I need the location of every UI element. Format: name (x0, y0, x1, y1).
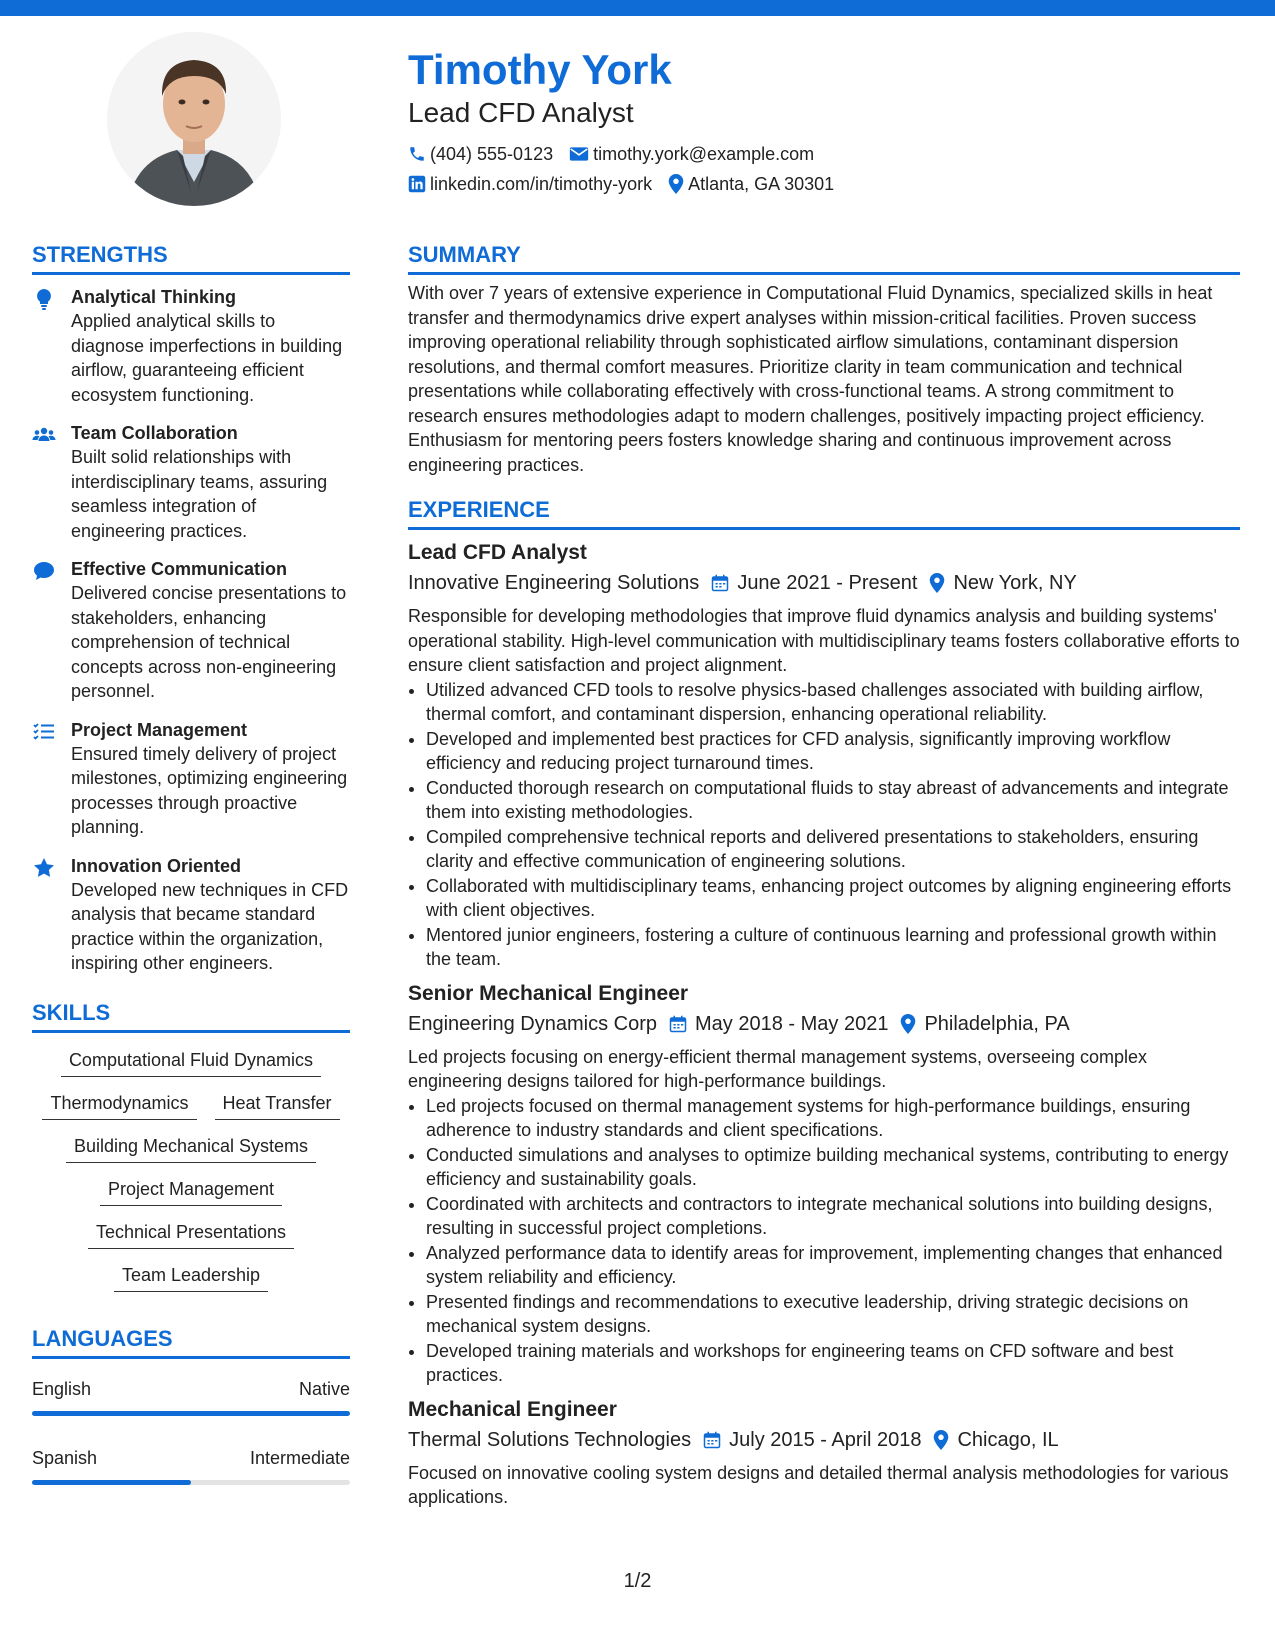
strength-item (32, 285, 350, 407)
skill-tag: Thermodynamics (42, 1090, 196, 1120)
job-entry (408, 979, 1240, 1387)
experience-heading: EXPERIENCE (408, 495, 1240, 530)
calendar-icon (711, 574, 729, 592)
strength-desc: Built solid relationships with interdisciplinary teams, assuring seamless integration of engineering practices. (71, 447, 328, 541)
chat-bubble-icon (32, 559, 56, 583)
calendar-icon (669, 1015, 687, 1033)
bullet-item: • Analyzed performance data to identify areas for improvement, implementing changes that enhanced system reliability and efficiency. (426, 1241, 1240, 1289)
job-company (408, 1425, 691, 1455)
linkedin-item[interactable] (408, 172, 652, 196)
job-bullets (408, 678, 1240, 971)
email-icon (569, 146, 589, 162)
bullet-item: • Led projects focused on thermal management systems for high-performance buildings, ensuring adherence to industry standards and client specifications. (426, 1094, 1240, 1142)
skill-tag: Technical Presentations (88, 1219, 294, 1249)
skills-list (32, 1047, 350, 1292)
phone-item (408, 142, 553, 166)
skill-tag: Heat Transfer (215, 1090, 340, 1120)
candidate-role: Lead CFD Analyst (408, 97, 634, 128)
language-name: English (32, 1378, 92, 1399)
strength-desc: Delivered concise presentations to stakeholders, enhancing comprehension of technical concepts across non-engineering personnel. (71, 583, 347, 701)
map-pin-icon (929, 573, 945, 593)
job-title: Senior Mechanical Engineer (408, 981, 689, 1005)
job-dates (703, 1425, 921, 1455)
bullet-item: • Collaborated with multidisciplinary teams, enhancing project outcomes by aligning engineering efforts with client objectives. (426, 874, 1240, 922)
email-text[interactable]: timothy.york@example.com (593, 144, 815, 164)
languages-list (32, 1377, 350, 1485)
strength-desc: Ensured timely delivery of project milestones, optimizing engineering processes through proactive planning. (71, 743, 348, 837)
avatar (107, 32, 281, 206)
company-text: Innovative Engineering Solutions (408, 572, 700, 594)
job-dates (669, 1009, 888, 1039)
job-location (929, 568, 1076, 598)
strength-item (32, 854, 350, 976)
users-icon (32, 423, 56, 447)
strengths-list (32, 285, 350, 976)
map-pin-icon (933, 1430, 949, 1450)
summary-text: With over 7 years of extensive experience in Computational Fluid Dynamics, specialized skills in heat transfer and thermodynamics drive expert analyses within mission-critical facilities. Proven success improving operational reliability through sophisticated airflow simulations, contaminant dispersion resolutions, and thermal comfort measures. Prioritize clarity in team communication and technical presentations while collaborating effectively with cross-functional teams. A strong commitment to research ensures methodologies adapt to modern challenges, positively impacting project efficiency. Enthusiasm for mentoring peers fosters knowledge sharing and continuous improvement across engineering practices. (408, 283, 1213, 475)
location-text: Atlanta, GA 30301 (688, 174, 835, 194)
location-text: Philadelphia, PA (924, 1012, 1070, 1035)
email-item[interactable] (569, 142, 814, 166)
job-description: Responsible for developing methodologies that improve fluid dynamics analysis and building systems' operational stability. High-level communication with multidisciplinary teams fosters collaborative efforts to ensure client satisfaction and project alignment. (408, 606, 1240, 675)
bullet-item: • Conducted simulations and analyses to optimize building mechanical systems, contributing to energy efficiency and sustainability goals. (426, 1143, 1240, 1191)
job-meta (408, 568, 1240, 598)
bullet-item: • Compiled comprehensive technical reports and delivered presentations to stakeholders, ensuring clarity and effective communication of engineering solutions. (426, 825, 1240, 873)
strength-title: Project Management (71, 719, 248, 740)
strength-title: Innovation Oriented (71, 855, 242, 876)
phone-text: (404) 555-0123 (430, 144, 554, 164)
skill-tag: Team Leadership (114, 1262, 268, 1292)
language-row (32, 1446, 350, 1470)
strength-item (32, 718, 350, 840)
company-text: Thermal Solutions Technologies (408, 1428, 692, 1451)
job-company (408, 1009, 657, 1039)
job-location (900, 1009, 1069, 1039)
job-meta (408, 1425, 1240, 1455)
lightbulb-icon (32, 287, 56, 311)
bullet-item: • Developed and implemented best practices for CFD analysis, significantly improving workflow efficiency and reducing project turnaround times. (426, 727, 1240, 775)
map-pin-icon (900, 1014, 916, 1034)
dates-text: July 2015 - April 2018 (729, 1428, 922, 1451)
strength-title: Analytical Thinking (71, 287, 237, 307)
location-item (668, 172, 834, 196)
language-bar-fill (32, 1411, 350, 1416)
dates-text: May 2018 - May 2021 (695, 1012, 889, 1035)
top-accent-bar (0, 0, 1275, 16)
job-company (408, 568, 699, 598)
skill-tag: Project Management (100, 1176, 282, 1206)
map-pin-icon (668, 174, 684, 194)
job-bullets (408, 1094, 1240, 1387)
candidate-name: Timothy York (408, 46, 672, 93)
contact-row-2 (408, 172, 1248, 196)
company-text: Engineering Dynamics Corp (408, 1012, 658, 1035)
language-level: Intermediate (249, 1447, 350, 1468)
strength-item (32, 421, 350, 543)
bullet-item: • Coordinated with architects and contractors to integrate mechanical solutions into building designs, resulting in successful project completions. (426, 1192, 1240, 1240)
header (408, 42, 1248, 196)
bullet-item: • Mentored junior engineers, fostering a culture of continuous learning and professional growth within the team. (426, 923, 1240, 971)
left-column (32, 240, 350, 1515)
calendar-icon (703, 1431, 721, 1449)
job-entry (408, 538, 1240, 971)
job-title: Lead CFD Analyst (408, 541, 587, 564)
language-bar (32, 1411, 350, 1416)
language-level: Native (298, 1378, 350, 1399)
star-icon (32, 856, 56, 880)
checklist-icon (32, 720, 56, 744)
page-number: 1/2 (623, 1570, 652, 1592)
skill-tag: Building Mechanical Systems (66, 1133, 316, 1163)
job-description: Led projects focusing on energy-efficient thermal management systems, overseeing complex engineering designs tailored for high-performance buildings. (408, 1046, 1148, 1091)
strength-desc: Applied analytical skills to diagnose imperfections in building airflow, guaranteeing efficient ecosystem functioning. (71, 311, 343, 405)
location-text: New York, NY (953, 572, 1077, 594)
strengths-heading: STRENGTHS (32, 240, 350, 275)
right-column (408, 240, 1240, 1510)
strength-item (32, 557, 350, 704)
strength-title: Effective Communication (71, 559, 288, 579)
job-location (933, 1425, 1058, 1455)
languages-heading: LANGUAGES (32, 1324, 350, 1359)
language-name: Spanish (32, 1447, 98, 1468)
bullet-item: • Utilized advanced CFD tools to resolve physics-based challenges associated with building airflow, thermal comfort, and contaminant dispersion, enhancing operational reliability. (426, 678, 1240, 726)
bullet-item: • Presented findings and recommendations to executive leadership, driving strategic decisions on mechanical system designs. (426, 1290, 1240, 1338)
phone-icon (408, 145, 426, 163)
bullet-item: • Conducted thorough research on computational fluids to stay abreast of advancements and integrate them into existing methodologies. (426, 776, 1240, 824)
strength-desc: Developed new techniques in CFD analysis that became standard practice within the organization, inspiring other engineers. (71, 879, 349, 973)
job-description: Focused on innovative cooling system designs and detailed thermal analysis methodologies for various applications. (408, 1462, 1229, 1507)
job-meta (408, 1009, 1240, 1039)
job-title: Mechanical Engineer (408, 1397, 617, 1421)
language-bar-fill (32, 1480, 191, 1485)
language-bar (32, 1480, 350, 1485)
job-entry (408, 1395, 1240, 1510)
profile-photo-icon (107, 32, 281, 206)
dates-text: June 2021 - Present (737, 572, 918, 594)
strength-title: Team Collaboration (71, 423, 238, 443)
contact-row-1 (408, 142, 1248, 166)
bullet-item: • Developed training materials and workshops for engineering teams on CFD software and best practices. (426, 1339, 1240, 1387)
language-row (32, 1377, 350, 1401)
linkedin-icon (408, 175, 426, 193)
summary-heading: SUMMARY (408, 240, 1240, 275)
job-dates (711, 568, 917, 598)
linkedin-text[interactable]: linkedin.com/in/timothy-york (430, 174, 653, 194)
skills-heading: SKILLS (32, 998, 350, 1033)
skill-tag: Computational Fluid Dynamics (61, 1047, 321, 1077)
location-text: Chicago, IL (957, 1428, 1059, 1451)
